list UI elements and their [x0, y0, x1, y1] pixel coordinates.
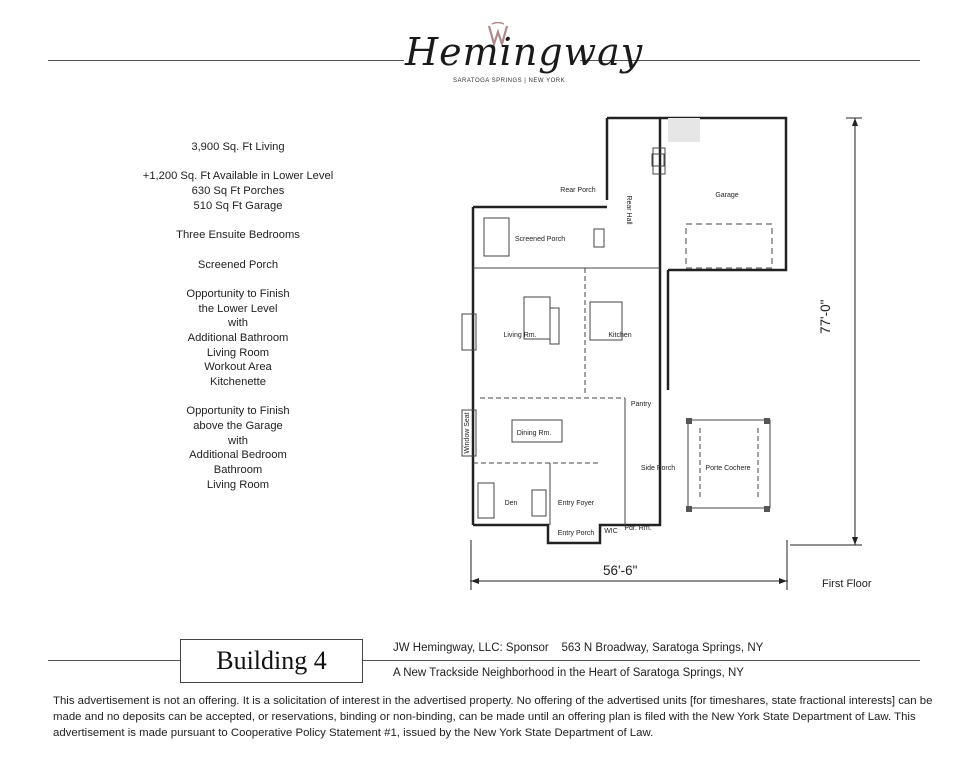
disclaimer-text: This advertisement is not an offering. It is a solicitation of interest in the advertised property. No offering of the advertised units [for timeshares, state fractional interests] can be made and no deposits can be accepted, or reservations, binding or non-binding, can be made until an offering plan is filed with the New York State Department of Law. This advertisement is made pursuant to Cooperative Policy Statement #1, issued by the New York State Department of Law.	[53, 695, 933, 739]
feature-line	[130, 155, 346, 170]
features-list	[130, 140, 346, 493]
feature-line: Kitchenette	[210, 376, 266, 388]
logo-location: SARATOGA SPRINGS | NEW YORK	[453, 78, 566, 84]
room-rear-porch: Rear Porch	[560, 187, 596, 194]
room-pdr: Pdr. Rm.	[624, 525, 652, 532]
feature-line	[130, 390, 346, 405]
feature-line: Opportunity to Finish	[186, 287, 290, 300]
feature-line: above the Garage	[193, 420, 283, 433]
feature-line	[130, 213, 346, 228]
room-side-porch: Side Porch	[640, 465, 676, 472]
feature-line: 510 Sq Ft Garage	[193, 199, 283, 212]
feature-line: 630 Sq Ft Porches	[191, 185, 285, 198]
feature-line: 3,900 Sq. Ft Living	[191, 141, 285, 153]
room-entry-foyer: Entry Foyer	[557, 500, 595, 507]
plan-width-dimension: 56'-6"	[603, 563, 638, 578]
plan-depth-dimension: 77'-0"	[818, 299, 833, 334]
floor-plan	[455, 112, 875, 594]
feature-line: with	[228, 317, 248, 330]
room-dining: Dining Rm.	[516, 430, 552, 437]
feature-line: with	[228, 434, 248, 447]
room-living: Living Rm.	[503, 332, 537, 339]
footer-rule	[48, 660, 920, 661]
room-screened-porch: Screened Porch	[514, 236, 566, 243]
room-den: Den	[504, 500, 518, 507]
tagline: A New Trackside Neighborhood in the Heart of Saratoga Springs, NY	[393, 667, 744, 679]
feature-line: the Lower Level	[198, 302, 278, 315]
feature-line: Screened Porch	[197, 258, 279, 271]
building-title: Building 4	[216, 646, 327, 675]
feature-line	[130, 272, 346, 287]
room-garage: Garage	[715, 192, 739, 199]
logo-wordmark: Hemingway	[405, 30, 644, 74]
room-pantry: Pantry	[630, 401, 652, 408]
floor-label: First Floor	[822, 578, 872, 590]
building-title-box	[180, 639, 363, 683]
header-rule-left	[48, 60, 404, 61]
feature-line: Three Ensuite Bedrooms	[176, 229, 300, 242]
room-window-seat: Window Seat	[464, 412, 471, 454]
feature-line: +1,200 Sq. Ft Available in Lower Level	[142, 170, 334, 183]
sponsor-line: JW Hemingway, LLC: Sponsor 563 N Broadway, Saratoga Springs, NY	[393, 642, 764, 654]
feature-line: Additional Bathroom	[187, 331, 289, 344]
feature-line: Living Room	[206, 478, 270, 491]
feature-line: Workout Area	[204, 361, 272, 374]
feature-line: Bathroom	[213, 464, 263, 477]
room-kitchen: Kitchen	[608, 332, 632, 339]
room-entry-porch: Entry Porch	[557, 530, 595, 537]
room-rear-hall: Rear Hall	[625, 195, 632, 225]
feature-line: Opportunity to Finish	[186, 405, 290, 418]
room-wic: WIC	[604, 528, 618, 535]
feature-line: Living Room	[206, 346, 270, 359]
feature-line: Additional Bedroom	[189, 449, 287, 462]
room-porte-cochere: Porte Cochere	[705, 465, 751, 472]
feature-line	[130, 243, 346, 258]
hemingway-logo	[405, 22, 644, 92]
